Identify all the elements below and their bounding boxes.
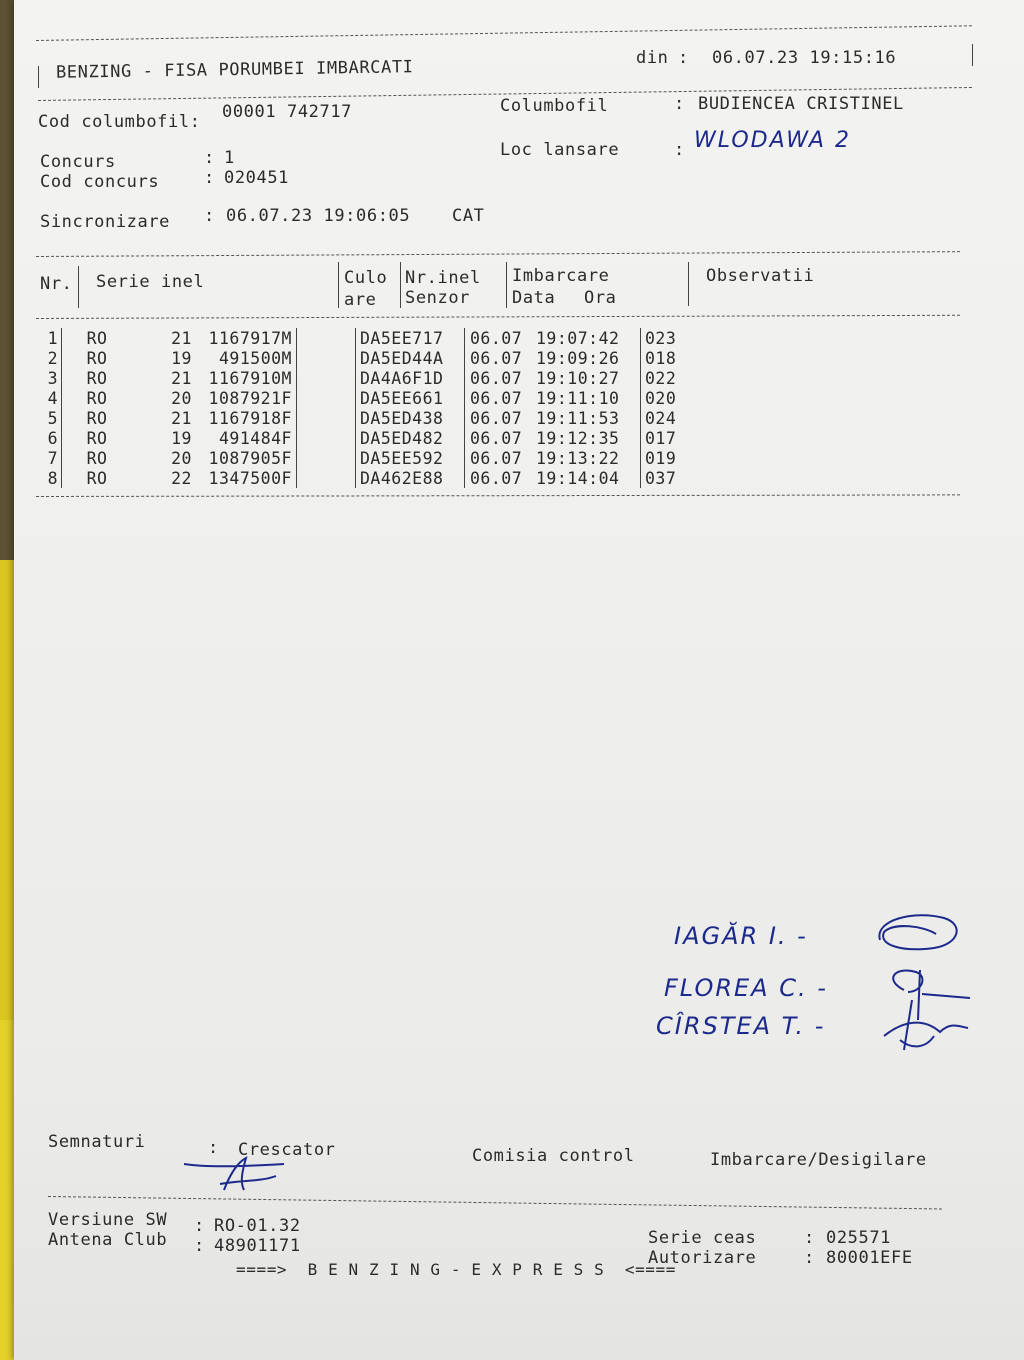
- col-header-nr-inel: Nr.inel: [405, 268, 481, 288]
- columbofil-colon: :: [674, 94, 685, 114]
- row-country: RO: [86, 468, 108, 488]
- cod-concurs-label: Cod concurs: [40, 172, 160, 192]
- row-date: 06.07: [470, 408, 523, 428]
- col-divider: [688, 262, 689, 306]
- row-sensor: DA5ED44A: [356, 348, 465, 368]
- row-ring: 1167918F: [192, 408, 297, 428]
- row-date: 06.07: [470, 468, 523, 488]
- row-ring: 1167917M: [192, 328, 297, 348]
- row-ring: 1167910M: [192, 368, 297, 388]
- versiune-sw-label: Versiune SW: [48, 1210, 168, 1230]
- col-header-nr: Nr.: [40, 274, 73, 294]
- row-sensor: DA5EE661: [356, 388, 465, 408]
- columbofil-value: BUDIENCEA CRISTINEL: [698, 94, 904, 114]
- serie-ceas-value: 025571: [826, 1228, 892, 1248]
- row-culoare: [297, 368, 356, 388]
- row-country: RO: [86, 428, 108, 448]
- imbarcare-desigilare-label: Imbarcare/Desigilare: [710, 1150, 927, 1170]
- row-observatii: 019: [645, 448, 677, 468]
- commission-name-1: IAGĂR I. -: [674, 922, 808, 950]
- row-nr: 2: [22, 348, 62, 368]
- row-culoare: [297, 428, 356, 448]
- row-country: RO: [86, 408, 108, 428]
- concurs-value: 1: [224, 148, 235, 168]
- col-divider: [338, 262, 339, 308]
- versiune-sw-colon: :: [194, 1216, 205, 1236]
- sincronizare-value: 06.07.23 19:06:05: [226, 206, 411, 226]
- row-culoare: [297, 388, 356, 408]
- col-header-ora: Ora: [584, 288, 617, 308]
- table-row: [22, 468, 705, 488]
- loc-lansare-value: WLODAWA 2: [694, 128, 851, 153]
- row-time: 19:13:22: [536, 448, 641, 468]
- row-time: 19:11:53: [536, 408, 641, 428]
- row-country: RO: [86, 348, 108, 368]
- table-row: [22, 408, 705, 428]
- table-top-rule: [36, 251, 960, 257]
- antena-club-colon: :: [194, 1236, 205, 1256]
- col-header-culoare-2: are: [344, 290, 377, 310]
- date-label: din: [636, 48, 669, 68]
- document-title: BENZING - FISA PORUMBEI IMBARCATI: [55, 57, 414, 83]
- autorizare-label: Autorizare: [648, 1248, 757, 1268]
- sincronizare-colon: :: [204, 206, 215, 226]
- row-sensor: DA462E88: [356, 468, 465, 488]
- row-ring: 491500M: [192, 348, 297, 368]
- commission-name-3: CÎRSTEA T. -: [656, 1012, 826, 1040]
- row-ring: 1087921F: [192, 388, 297, 408]
- table-row: [22, 348, 705, 368]
- serie-ceas-label: Serie ceas: [648, 1228, 757, 1248]
- row-date: 06.07: [470, 388, 523, 408]
- row-culoare: [297, 448, 356, 468]
- row-year: 21: [171, 328, 192, 348]
- col-divider: [78, 266, 79, 308]
- document-sheet: [14, 0, 1024, 1360]
- row-year: 22: [171, 468, 192, 488]
- header-right-bar: [972, 44, 973, 66]
- row-observatii: 018: [645, 348, 677, 368]
- row-observatii: 017: [645, 428, 677, 448]
- col-header-serie-inel: Serie inel: [96, 272, 205, 292]
- row-time: 19:09:26: [536, 348, 641, 368]
- row-observatii: 023: [645, 328, 677, 348]
- concurs-colon: :: [204, 148, 215, 168]
- row-culoare: [297, 348, 356, 368]
- row-country: RO: [86, 328, 108, 348]
- row-sensor: DA5EE592: [356, 448, 465, 468]
- row-observatii: 037: [645, 468, 677, 488]
- row-country: RO: [86, 388, 108, 408]
- crescator-label: Crescator: [238, 1140, 336, 1160]
- row-year: 19: [171, 348, 192, 368]
- serie-ceas-colon: :: [804, 1228, 815, 1248]
- row-date: 06.07: [470, 428, 523, 448]
- sincronizare-label: Sincronizare: [40, 212, 171, 232]
- col-divider: [506, 262, 507, 308]
- table-row: [22, 428, 705, 448]
- row-time: 19:14:04: [536, 468, 641, 488]
- cod-concurs-colon: :: [204, 168, 215, 188]
- row-sensor: DA5EE717: [356, 328, 465, 348]
- row-nr: 1: [22, 328, 62, 348]
- semnaturi-colon: :: [208, 1138, 219, 1158]
- row-sensor: DA4A6F1D: [356, 368, 465, 388]
- row-nr: 4: [22, 388, 62, 408]
- comisia-control-label: Comisia control: [472, 1146, 635, 1166]
- table-row: [22, 388, 705, 408]
- col-header-data: Data: [512, 288, 556, 308]
- table-row: [22, 448, 705, 468]
- antena-club-label: Antena Club: [48, 1230, 168, 1250]
- header-left-bar: [38, 66, 39, 88]
- loc-lansare-colon: :: [674, 140, 685, 160]
- header-top-rule: [36, 25, 972, 41]
- columbofil-label: Columbofil: [500, 96, 609, 116]
- row-nr: 5: [22, 408, 62, 428]
- loc-lansare-label: Loc lansare: [500, 140, 620, 160]
- col-header-culoare-1: Culo: [344, 268, 388, 288]
- antena-club-value: 48901171: [214, 1236, 301, 1256]
- row-year: 19: [171, 428, 192, 448]
- row-culoare: [297, 328, 356, 348]
- row-year: 21: [171, 368, 192, 388]
- row-ring: 491484F: [192, 428, 297, 448]
- row-ring: 1087905F: [192, 448, 297, 468]
- row-observatii: 020: [645, 388, 677, 408]
- col-divider: [400, 262, 401, 308]
- row-country: RO: [86, 448, 108, 468]
- row-observatii: 024: [645, 408, 677, 428]
- concurs-label: Concurs: [40, 152, 116, 172]
- row-date: 06.07: [470, 328, 523, 348]
- date-colon: :: [678, 48, 689, 68]
- row-time: 19:12:35: [536, 428, 641, 448]
- commission-name-2: FLOREA C. -: [664, 974, 828, 1002]
- row-date: 06.07: [470, 348, 523, 368]
- footer-rule: [48, 1196, 942, 1209]
- cod-columbofil-value: 00001 742717: [222, 102, 353, 122]
- col-header-senzor: Senzor: [405, 288, 471, 308]
- row-observatii: 022: [645, 368, 677, 388]
- autorizare-value: 80001EFE: [826, 1248, 913, 1268]
- pigeon-table-body: [22, 328, 705, 488]
- row-year: 21: [171, 408, 192, 428]
- row-nr: 6: [22, 428, 62, 448]
- row-nr: 7: [22, 448, 62, 468]
- row-time: 19:10:27: [536, 368, 641, 388]
- row-date: 06.07: [470, 368, 523, 388]
- crescator-signature: [180, 1154, 290, 1198]
- cod-columbofil-label: Cod columbofil:: [38, 112, 201, 132]
- row-culoare: [297, 468, 356, 488]
- sincronizare-tz: CAT: [452, 206, 485, 226]
- brand-footer: ====> B E N Z I N G - E X P R E S S <====: [236, 1260, 677, 1279]
- table-header-rule: [36, 315, 960, 319]
- row-culoare: [297, 408, 356, 428]
- row-nr: 3: [22, 368, 62, 388]
- col-header-observatii: Observatii: [706, 266, 815, 286]
- date-value: 06.07.23 19:15:16: [712, 48, 897, 68]
- row-year: 20: [171, 448, 192, 468]
- row-nr: 8: [22, 468, 62, 488]
- row-date: 06.07: [470, 448, 523, 468]
- pigeon-table: [22, 328, 705, 488]
- row-year: 20: [171, 388, 192, 408]
- row-time: 19:11:10: [536, 388, 641, 408]
- semnaturi-label: Semnaturi: [48, 1132, 146, 1152]
- col-header-imbarcare: Imbarcare: [512, 266, 610, 286]
- cod-concurs-value: 020451: [224, 168, 290, 188]
- row-sensor: DA5ED482: [356, 428, 465, 448]
- row-time: 19:07:42: [536, 328, 641, 348]
- table-row: [22, 328, 705, 348]
- versiune-sw-value: RO-01.32: [214, 1216, 301, 1236]
- row-country: RO: [86, 368, 108, 388]
- row-sensor: DA5ED438: [356, 408, 465, 428]
- row-ring: 1347500F: [192, 468, 297, 488]
- autorizare-colon: :: [804, 1248, 815, 1268]
- commission-signatures: [864, 900, 974, 1060]
- table-row: [22, 368, 705, 388]
- table-bottom-rule: [36, 494, 960, 497]
